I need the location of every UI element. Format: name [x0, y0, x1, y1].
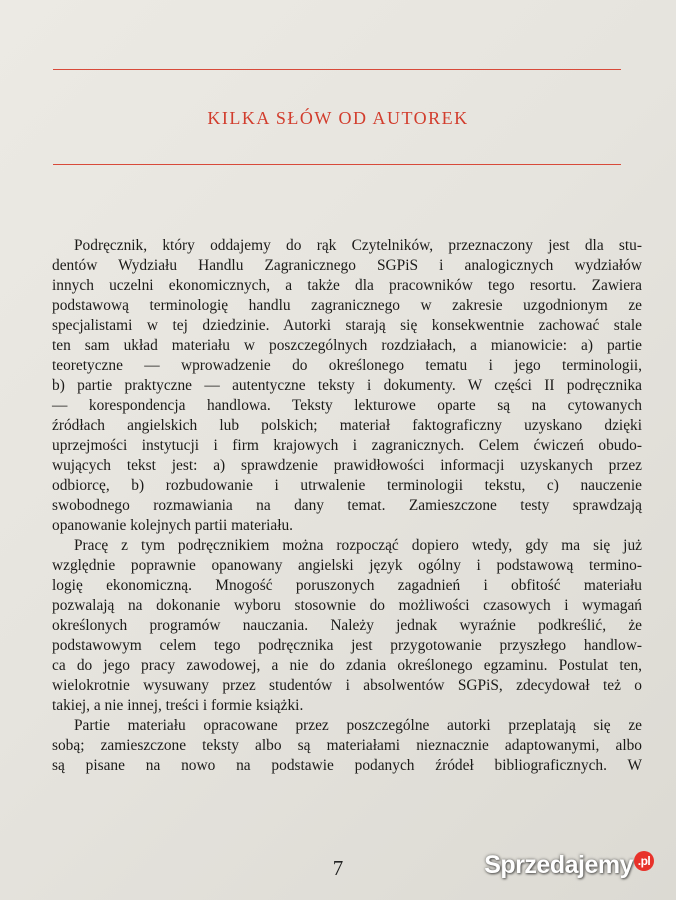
text-line: specjalistami w tej dziedzinie. Autorki starają się konsekwentnie zachować stale [52, 317, 642, 334]
watermark-logo [484, 851, 654, 880]
text-line: takiej, a nie innej, treści i formie książki. [52, 697, 304, 714]
text-line: wujących tekst jest: a) sprawdzenie prawidłowości informacji uzyskanych przez [52, 457, 642, 474]
text-line: wielokrotnie wysuwany przez studentów i absolwentów SGPiS, zdecydował też o [52, 677, 642, 694]
text-line: logię ekonomiczną. Mnogość poruszonych zagadnień i obfitość materiału [52, 577, 642, 594]
watermark-suffix: .pl [634, 851, 654, 871]
text-line: Pracę z tym podręcznikiem można rozpocząć dopiero wtedy, gdy ma się już [74, 537, 642, 554]
text-line: dentów Wydziału Handlu Zagranicznego SGPiS i analogicznych wydziałów [52, 257, 642, 274]
text-line: ca do jego pracy zawodowej, a nie do zdania określonego egzaminu. Postulat ten, [52, 657, 642, 674]
text-line: innych uczelni ekonomicznych, a także dla pracowników tego resortu. Zawiera [52, 277, 642, 294]
text-line: odbiorcę, b) rozbudowanie i utrwalenie terminologii tekstu, c) nauczenie [52, 477, 642, 494]
text-line: podstawową terminologię handlu zagranicznego w zakresie uzgodnionym ze [52, 297, 642, 314]
text-line: Podręcznik, który oddajemy do rąk Czytelników, przeznaczony jest dla stu- [74, 237, 642, 254]
text-line: są pisane na nowo na podstawie podanych źródeł bibliograficznych. W [52, 757, 642, 774]
bottom-rule [53, 164, 621, 165]
text-line: względnie poprawnie opanowany angielski język ogólny i podstawową termino- [52, 557, 642, 574]
page-number: 7 [332, 856, 344, 880]
text-line: Partie materiału opracowane przez poszczególne autorki przeplatają się ze [74, 717, 642, 734]
text-line: b) partie praktyczne — autentyczne teksty i dokumenty. W części II podręcznika [52, 377, 642, 394]
text-line: ten sam układ materiału w poszczególnych rozdziałach, a mianowicie: a) partie [52, 337, 642, 354]
watermark-text: Sprzedajemy [484, 851, 633, 879]
text-line: źródłach angielskich lub polskich; materiał faktograficzny uzyskano dzięki [52, 417, 642, 434]
top-rule [53, 69, 621, 70]
text-line: określonych programów nauczania. Należy jednak wyraźnie podkreślić, że [52, 617, 642, 634]
body-text [52, 236, 642, 776]
text-line: — korespondencja handlowa. Teksty lekturowe oparte są na cytowanych [52, 397, 642, 414]
text-line: swobodnego rozmawiania na dany temat. Zamieszczone testy sprawdzają [52, 497, 642, 514]
text-line: teoretyczne — wprowadzenie do określonego tematu i jego terminologii, [52, 357, 642, 374]
text-line: pozwalają na dokonanie wyboru stosownie do możliwości czasowych i wymagań [52, 597, 642, 614]
text-line: opanowanie kolejnych partii materiału. [52, 517, 294, 534]
text-line: uprzejmości instytucji i firm krajowych i zagranicznych. Celem ćwiczeń obudo- [52, 437, 642, 454]
text-line: sobą; zamieszczone teksty albo są materiałami nieznacznie adaptowanymi, albo [52, 737, 642, 754]
chapter-heading: KILKA SŁÓW OD AUTOREK [207, 108, 469, 128]
text-line: podstawowym celem tego podręcznika jest przygotowanie przyszłego handlow- [52, 637, 642, 654]
